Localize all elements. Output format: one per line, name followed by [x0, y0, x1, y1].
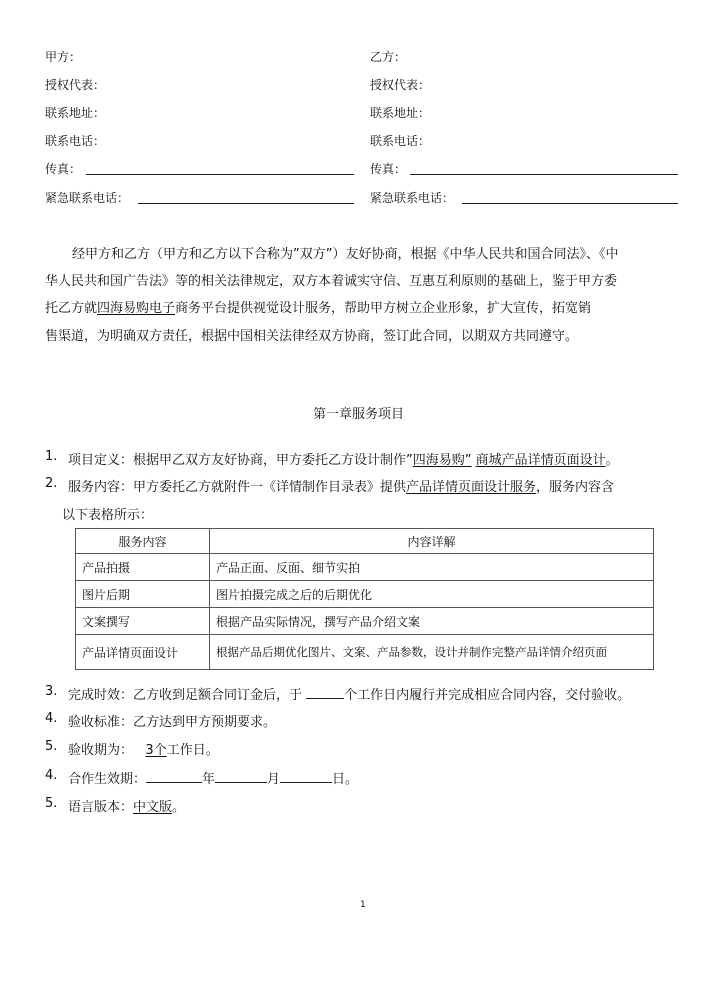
intro-line-1: 经甲方和乙方（甲方和乙方以下合称为”双方”）友好协商，根据《中华人民共和国合同法》、《中 [72, 247, 619, 262]
item-1-text [68, 449, 619, 468]
intro-line-3 [45, 297, 591, 316]
table-cell-service: 文案撰写 [76, 608, 210, 635]
table-header-cell: 服务内容 [76, 529, 210, 554]
item-2-pre: 服务内容：甲方委托乙方就附件一《详情制作目录表》提供 [68, 480, 407, 495]
item-7-pre: 语言版本： [68, 800, 134, 815]
intro-line-4: 售渠道，为明确双方责任，根据中国相关法律经双方协商，签订此合同，以期双方共同遵守。 [45, 329, 579, 344]
item-6-year-label: 年 [202, 772, 216, 787]
party-b-emergency-label: 紧急联系电话： [370, 191, 455, 205]
party-b-fax-line [410, 174, 678, 175]
page-number: 1 [360, 900, 366, 910]
item-2-line-2: 以下表格所示： [62, 508, 154, 523]
item-2-number: 2. [45, 476, 58, 491]
party-a-label: 甲方： [45, 50, 82, 64]
party-b-label: 乙方： [370, 50, 407, 64]
table-header-cell: 内容详解 [210, 529, 654, 554]
item-4-text: 验收标准：乙方达到甲方预期要求。 [68, 715, 277, 730]
table-cell-detail: 根据产品实际情况，撰写产品介绍文案 [210, 608, 654, 635]
party-a-fax-line [86, 174, 354, 175]
item-2-service-underlined: 产品详情页面设计服务 [406, 480, 537, 495]
item-3-number: 3. [45, 684, 58, 699]
table-row [76, 581, 654, 608]
item-3-days-blank [306, 686, 344, 699]
item-5-post: 工作日。 [166, 743, 219, 758]
party-a-emergency-line [138, 203, 354, 204]
item-6-day-label: 日。 [332, 772, 359, 787]
party-a-emergency-label: 紧急联系电话： [45, 191, 130, 205]
table-cell-service: 产品详情页面设计 [76, 635, 210, 670]
intro-line-3-pre: 托乙方就 [45, 301, 98, 316]
party-b-emergency-line [462, 203, 678, 204]
service-table [75, 528, 654, 670]
item-1-pre: 项目定义：根据甲乙双方友好协商，甲方委托乙方设计制作” [68, 453, 413, 468]
item-3-pre: 完成时效：乙方收到足额合同订金后，于 [68, 688, 303, 703]
item-5-text [68, 739, 219, 758]
item-7-text [68, 796, 185, 815]
intro-line-3-post: 商务平台提供视觉设计服务，帮助甲方树立企业形象，扩大宣传，拓宽销 [175, 301, 592, 316]
item-1-post: 。 [605, 453, 619, 468]
item-6-month-blank [215, 770, 267, 783]
item-6-year-blank [146, 770, 202, 783]
item-7-number: 5. [45, 796, 58, 811]
intro-line-2: 华人民共和国广告法》等的相关法律规定，双方本着诚实守信、互惠互利原则的基础上，鉴于甲方委 [45, 274, 618, 289]
item-3-text [68, 684, 630, 703]
table-cell-detail: 图片拍摄完成之后的后期优化 [210, 581, 654, 608]
item-6-day-blank [280, 770, 332, 783]
item-5-number: 5. [45, 739, 58, 754]
item-6-number: 4. [45, 768, 58, 783]
platform-name-underlined: 四海易购电子 [97, 301, 176, 316]
party-b-fax-label: 传真： [370, 162, 407, 176]
item-1-brand-underlined: 四海易购” [412, 453, 472, 468]
item-5-pre: 验收期为： [68, 743, 134, 758]
party-a-rep-label: 授权代表： [45, 78, 106, 92]
item-2-text [68, 476, 614, 495]
item-7-language-underlined: 中文版 [133, 800, 173, 815]
item-6-pre: 合作生效期： [68, 772, 147, 787]
item-2-post: ，服务内容含 [536, 480, 615, 495]
party-b-address-label: 联系地址： [370, 106, 431, 120]
table-cell-detail: 产品正面、反面、细节实拍 [210, 554, 654, 581]
table-cell-detail: 根据产品后期优化图片、文案、产品参数，设计并制作完整产品详情介绍页面 [210, 635, 654, 670]
table-row [76, 608, 654, 635]
item-1-number: 1. [45, 449, 58, 464]
item-4-number: 4. [45, 711, 58, 726]
item-5-days-underlined: 3个 [145, 743, 167, 758]
table-cell-service: 图片后期 [76, 581, 210, 608]
item-7-post: 。 [172, 800, 186, 815]
party-b-phone-label: 联系电话： [370, 134, 431, 148]
item-6-text [68, 768, 358, 787]
party-a-address-label: 联系地址： [45, 106, 106, 120]
chapter-title: 第一章服务项目 [313, 407, 405, 422]
table-cell-service: 产品拍摄 [76, 554, 210, 581]
item-3-post: 个工作日内履行并完成相应合同内容，交付验收。 [344, 688, 631, 703]
item-6-month-label: 月 [267, 772, 281, 787]
party-a-fax-label: 传真： [45, 162, 82, 176]
item-1-project-underlined: 商城产品详情页面设计 [475, 453, 606, 468]
table-row [76, 554, 654, 581]
table-header-row [76, 529, 654, 554]
table-row [76, 635, 654, 670]
party-a-phone-label: 联系电话： [45, 134, 106, 148]
party-b-rep-label: 授权代表： [370, 78, 431, 92]
